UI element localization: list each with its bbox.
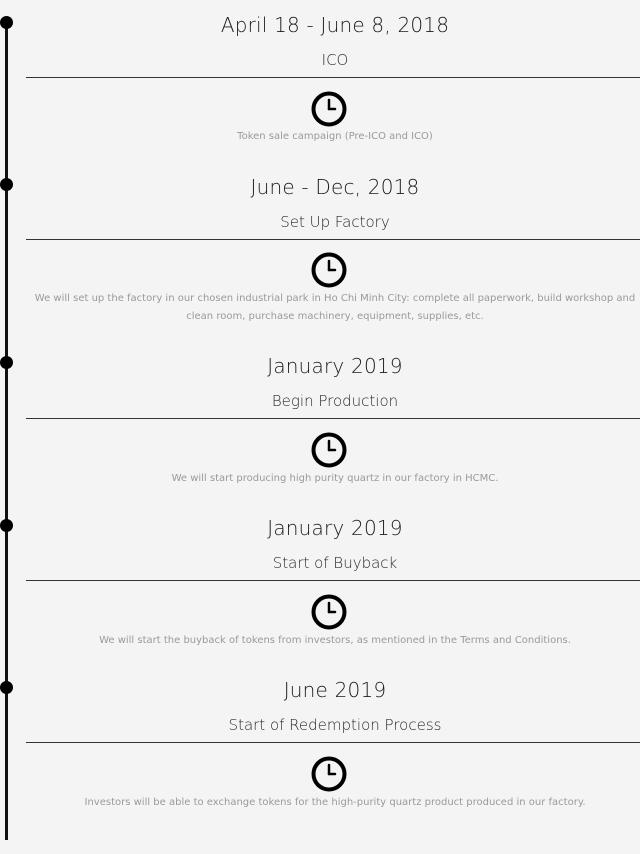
clock-icon (311, 252, 347, 288)
entry-divider (26, 742, 640, 743)
clock-icon (311, 756, 347, 792)
clock-icon (311, 91, 347, 127)
entry-description: We will start producing high purity quartz in our factory in HCMC. (171, 473, 499, 484)
entry-title: Start of Redemption Process (228, 716, 442, 734)
entry-date: June 2019 (283, 678, 387, 702)
timeline-dot (0, 356, 13, 369)
timeline-dot (0, 16, 13, 29)
entry-date: January 2019 (267, 354, 403, 378)
clock-icon (311, 432, 347, 468)
entry-divider (26, 418, 640, 419)
entry-description: We will start the buyback of tokens from investors, as mentioned in the Terms and Conditions. (99, 635, 571, 646)
entry-divider (26, 239, 640, 240)
entry-date: April 18 - June 8, 2018 (220, 13, 450, 37)
entry-title: Begin Production (271, 392, 399, 410)
entry-divider (26, 580, 640, 581)
timeline-line (5, 22, 8, 840)
clock-icon (311, 594, 347, 630)
entry-date: June - Dec, 2018 (250, 175, 420, 199)
entry-title: Start of Buyback (272, 554, 398, 572)
entry-title: ICO (321, 51, 349, 69)
entry-date: January 2019 (267, 516, 403, 540)
timeline-dot (0, 519, 13, 532)
entry-title: Set Up Factory (280, 213, 390, 231)
entry-description: We will set up the factory in our chosen industrial park in Ho Chi Minh City: complete all paperwork, build workshop and clean room, purchase machinery, equipment, supplies, etc. (34, 293, 636, 322)
entry-description: Token sale campaign (Pre-ICO and ICO) (237, 131, 433, 142)
entry-description: Investors will be able to exchange tokens for the high-purity quartz product produced in our factory. (84, 797, 586, 808)
timeline-dot (0, 178, 13, 191)
entry-divider (26, 77, 640, 78)
timeline-dot (0, 681, 13, 694)
